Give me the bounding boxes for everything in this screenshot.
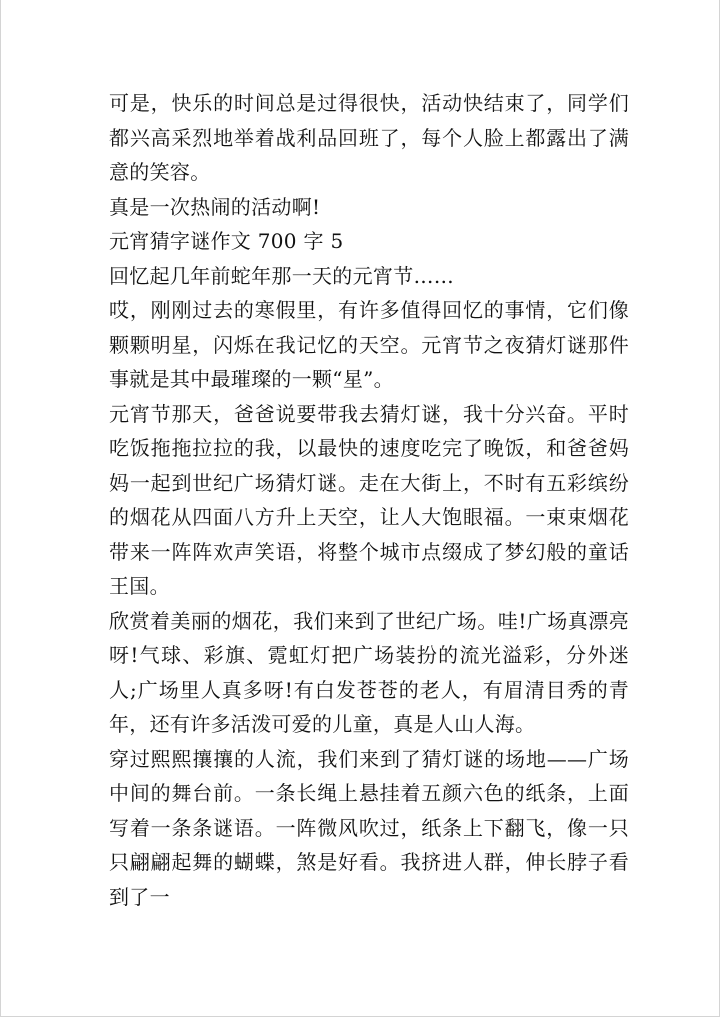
paragraph-4: 哎，刚刚过去的寒假里，有许多值得回忆的事情，它们像颗颗明星，闪烁在我记忆的天空。元宵节之夜猜灯谜那件事就是其中最璀璨的一颗“星”。	[109, 298, 629, 391]
document-body	[109, 86, 629, 914]
paragraph-7: 穿过熙熙攘攘的人流，我们来到了猜灯谜的场地——广场中间的舞台前。一条长绳上悬挂着五颜六色的纸条，上面写着一条条谜语。一阵微风吹过，纸条上下翻飞，像一只只翩翩起舞的蝴蝶，煞是好看。我挤进人群，伸长脖子看到了一	[109, 746, 629, 909]
paragraph-6: 欣赏着美丽的烟花，我们来到了世纪广场。哇!广场真漂亮呀!气球、彩旗、霓虹灯把广场装扮的流光溢彩，分外迷人;广场里人真多呀!有白发苍苍的老人，有眉清目秀的青年，还有许多活泼可爱的儿童，真是人山人海。	[109, 608, 629, 736]
paragraph-5: 元宵节那天，爸爸说要带我去猜灯谜，我十分兴奋。平时吃饭拖拖拉拉的我，以最快的速度吃完了晚饭，和爸爸妈妈一起到世纪广场猜灯谜。走在大街上，不时有五彩缤纷的烟花从四面八方升上天空，让人大饱眼福。一束束烟花带来一阵阵欢声笑语，将整个城市点缀成了梦幻般的童话王国。	[109, 401, 629, 598]
essay-heading: 元宵猜字谜作文 700 字 5	[109, 229, 344, 253]
paragraph-1: 可是，快乐的时间总是过得很快，活动快结束了，同学们都兴高采烈地举着战利品回班了，每个人脸上都露出了满意的笑容。	[109, 91, 629, 184]
paragraph-3: 回忆起几年前蛇年那一天的元宵节……	[109, 263, 455, 288]
paragraph-2: 真是一次热闹的活动啊!	[109, 194, 321, 219]
